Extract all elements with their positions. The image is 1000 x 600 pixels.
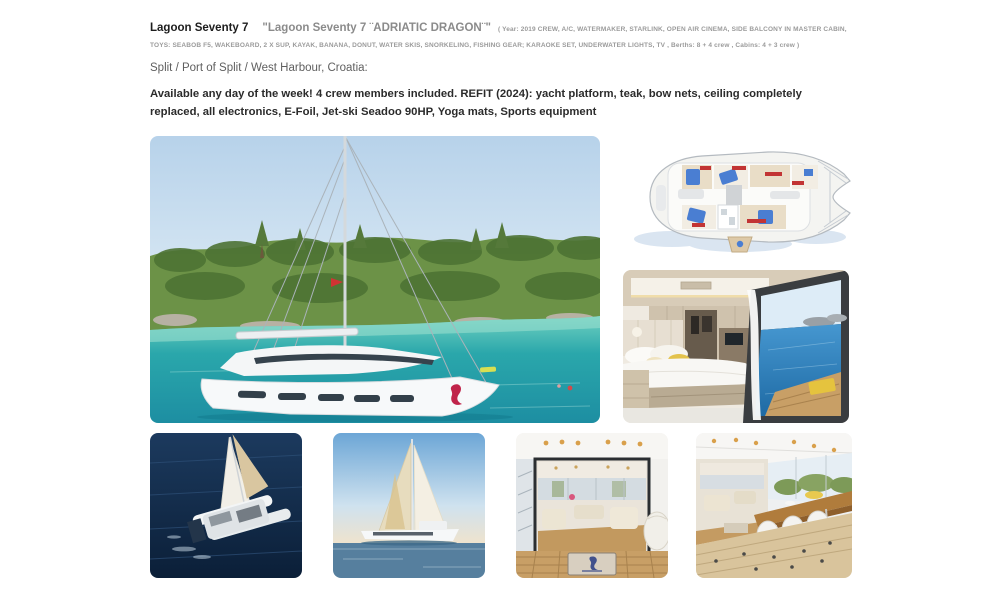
floor-plan-image[interactable] — [620, 141, 856, 255]
title-line — [150, 20, 856, 52]
cabin-photo[interactable] — [623, 270, 849, 423]
upper-cabins — [682, 165, 818, 189]
availability-text: Available any day of the week! 4 crew members included. REFIT (2024): yacht platform, teak, bow nets, ceiling completely replaced, all electronics, E-Foil, Jet-ski Seadoo 90HP, Yoga mats, Sports equipment — [150, 88, 802, 118]
logo-doormat — [568, 553, 616, 575]
deck-floor — [516, 551, 668, 578]
thumbnail-salon-interior[interactable] — [516, 433, 668, 578]
cabin-scene — [623, 270, 849, 423]
balcony-window — [743, 270, 849, 423]
floor-plan-scene — [620, 141, 856, 255]
thumb3-scene — [516, 433, 668, 578]
location-text: Split / Port of Split / West Harbour, Croatia: — [150, 62, 368, 74]
yacht-model-title: Lagoon Seventy 7 — [150, 22, 249, 34]
inner-doormat — [724, 523, 748, 533]
main-photo-scene — [150, 136, 600, 423]
outer-ceiling — [516, 433, 668, 459]
fruit-bowl — [805, 491, 823, 499]
salon-doorway — [535, 459, 649, 553]
thumb1-scene — [150, 433, 302, 578]
sea — [333, 543, 485, 578]
reading-lamp — [632, 327, 642, 337]
swimmer — [568, 386, 573, 391]
superstructure — [419, 521, 447, 530]
thumbnail-aerial-sailing[interactable] — [150, 433, 302, 578]
right-wicker-chair — [644, 512, 668, 550]
left-stairs — [516, 459, 534, 555]
nightstand — [623, 370, 649, 412]
thumbnail-under-sail[interactable] — [333, 433, 485, 578]
sofa — [704, 495, 730, 511]
flowers — [569, 494, 575, 500]
sofa — [542, 509, 566, 529]
yacht-specs-text: ( Year: 2019 CREW, A/C, WATERMAKER, STARLINK, OPEN AIR CINEMA, SIDE BALCONY IN MASTER CABIN, TOYS: SEABOB F5, WAKEBOARD, 2 X SUP, KAYAK, BANANA, DONUT, WATER SKIS, SNORKELING, FISHING GEAR; KARAOKE SET, UNDERWATER LIGHTS, TV , Berths: 8 + 4 crew , Cabins: 4 + 3 crew ) — [150, 26, 847, 49]
listing-header — [150, 20, 856, 121]
thumb4-scene — [696, 433, 852, 578]
thumbnail-deck-dining[interactable] — [696, 433, 852, 578]
yacht-name-title: "Lagoon Seventy 7 ¨ADRIATIC DRAGON¨" — [262, 22, 491, 34]
lower-cabins — [682, 205, 786, 229]
hull-windows — [373, 532, 433, 536]
main-photo[interactable] — [150, 136, 600, 423]
thumb2-scene — [333, 433, 485, 578]
